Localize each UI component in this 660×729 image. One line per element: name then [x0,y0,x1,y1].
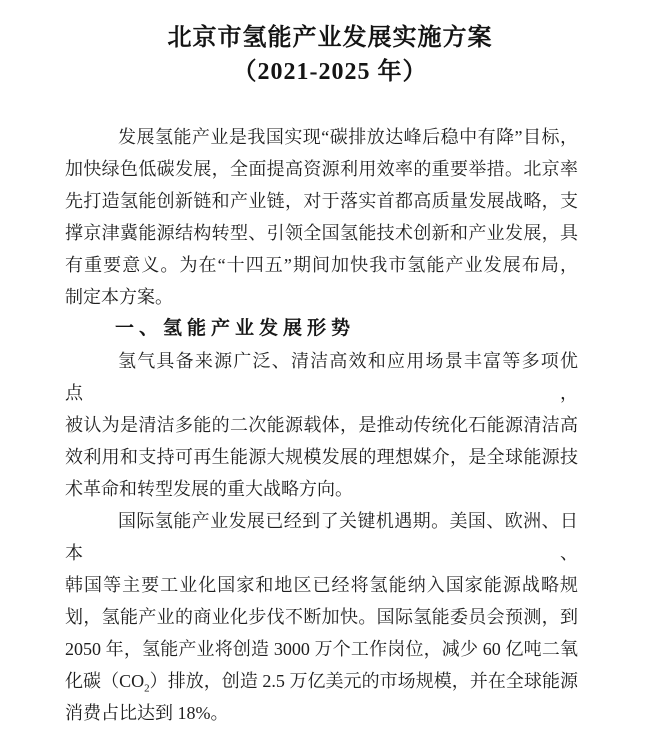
co2-line-pre: 化碳（CO [65,671,145,691]
co2-subscript: 2 [144,682,150,695]
paragraph-3-line-1: 国际氢能产业发展已经到了关键机遇期。美国、欧洲、日本、 [65,511,578,563]
co2-line-post: ）排放，创造 2.5 万亿美元的市场规模，并在全球能源 [149,671,578,691]
paragraph-3-line-5-co2 [65,665,578,697]
paragraph-1-line-5: 有重要意义。为在“十四五”期间加快我市氢能产业发展布局， [65,255,578,275]
paragraph-3-line-2: 韩国等主要工业化国家和地区已经将氢能纳入国家能源战略规 [65,575,578,595]
paragraph-1-line-3: 先打造氢能创新链和产业链，对于落实首都高质量发展战略，支 [65,191,578,211]
document-body [65,121,578,729]
document-title-line-2: （2021-2025 年） [232,59,428,85]
paragraph-2-line-4: 术革命和转型发展的重大战略方向。 [65,479,353,499]
paragraph-2-line-2: 被认为是清洁多能的二次能源载体，是推动传统化石能源清洁高 [65,415,578,435]
document-title-line-1: 北京市氢能产业发展实施方案 [167,25,493,51]
paragraph-3-line-3: 划，氢能产业的商业化步伐不断加快。国际氢能委员会预测，到 [65,607,578,627]
section-heading-1: 一、氢能产业发展形势 [115,318,356,339]
paragraph-1-line-4: 撑京津冀能源结构转型、引领全国氢能技术创新和产业发展，具 [65,223,578,243]
paragraph-1-line-6: 制定本方案。 [65,287,173,307]
paragraph-2-line-1: 氢气具备来源广泛、清洁高效和应用场景丰富等多项优点， [65,351,578,403]
paragraph-1-line-2: 加快绿色低碳发展，全面提高资源利用效率的重要举措。北京率 [65,159,578,179]
paragraph-3-line-4: 2050 年，氢能产业将创造 3000 万个工作岗位，减少 60 亿吨二氧 [65,639,578,659]
document-title [0,0,660,89]
paragraph-2-line-3: 效利用和支持可再生能源大规模发展的理想媒介，是全球能源技 [65,447,578,467]
paragraph-3-line-6: 消费占比达到 18%。 [65,703,229,723]
paragraph-1-line-1: 发展氢能产业是我国实现“碳排放达峰后稳中有降”目标， [118,127,578,147]
